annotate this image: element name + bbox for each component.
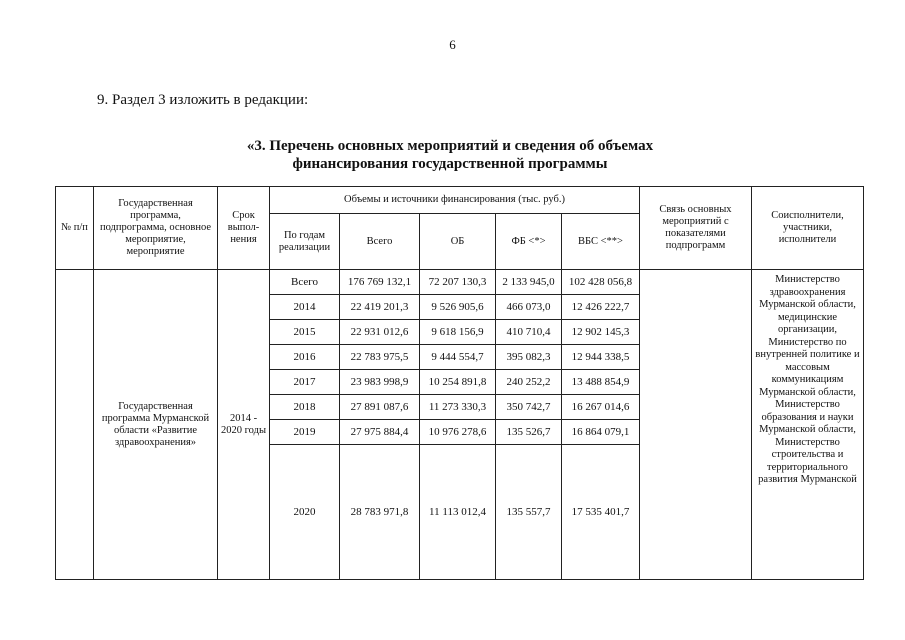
total-cell: 22 783 975,5 (340, 345, 420, 370)
fb-cell: 2 133 945,0 (496, 270, 562, 295)
table-row (56, 270, 864, 295)
ob-cell: 10 976 278,6 (420, 420, 496, 445)
total-cell: 28 783 971,8 (340, 445, 420, 580)
header-term: Срок выпол-нения (218, 187, 270, 270)
ob-cell: 9 618 156,9 (420, 320, 496, 345)
total-cell: 22 419 201,3 (340, 295, 420, 320)
total-cell: 23 983 998,9 (340, 370, 420, 395)
vbs-cell: 12 426 222,7 (562, 295, 640, 320)
header-row-1 (56, 187, 864, 214)
header-funding: Объемы и источники финансирования (тыс. руб.) (270, 187, 640, 214)
vbs-cell: 16 864 079,1 (562, 420, 640, 445)
header-fb: ФБ <*> (496, 214, 562, 270)
total-cell: 27 975 884,4 (340, 420, 420, 445)
year-cell: 2019 (270, 420, 340, 445)
executors-cell: Министерство здравоохранения Мурманской области, медицинские организации, Министерство по внутренней политике и массовым коммуникациям Мурманской области, Министерство образования и науки Мурманской области, Министерство строительства и территориального развития Мурманской (752, 270, 864, 580)
header-num: № п/п (56, 187, 94, 270)
fb-cell: 240 252,2 (496, 370, 562, 395)
header-by-year: По годам реализации (270, 214, 340, 270)
year-cell: 2018 (270, 395, 340, 420)
year-cell: 2017 (270, 370, 340, 395)
total-cell: 176 769 132,1 (340, 270, 420, 295)
intro-text: 9. Раздел 3 изложить в редакции: (97, 92, 309, 108)
vbs-cell: 16 267 014,6 (562, 395, 640, 420)
ob-cell: 9 526 905,6 (420, 295, 496, 320)
ob-cell: 9 444 554,7 (420, 345, 496, 370)
vbs-cell: 102 428 056,8 (562, 270, 640, 295)
program-name-cell: Государственная программа Мурманской области «Развитие здравоохранения» (94, 270, 218, 580)
total-cell: 22 931 012,6 (340, 320, 420, 345)
link-cell (640, 270, 752, 580)
year-cell: 2016 (270, 345, 340, 370)
fb-cell: 135 557,7 (496, 445, 562, 580)
vbs-cell: 12 902 145,3 (562, 320, 640, 345)
fb-cell: 410 710,4 (496, 320, 562, 345)
fb-cell: 135 526,7 (496, 420, 562, 445)
ob-cell: 11 273 330,3 (420, 395, 496, 420)
vbs-cell: 13 488 854,9 (562, 370, 640, 395)
fb-cell: 395 082,3 (496, 345, 562, 370)
vbs-cell: 17 535 401,7 (562, 445, 640, 580)
ob-cell: 72 207 130,3 (420, 270, 496, 295)
fb-cell: 466 073,0 (496, 295, 562, 320)
section-title-line-1: «3. Перечень основных мероприятий и сведения об объемах (246, 138, 654, 154)
year-cell: 2015 (270, 320, 340, 345)
section-title-line-2: финансирования государственной программы (292, 156, 608, 172)
row-num-cell (56, 270, 94, 580)
year-cell: Всего (270, 270, 340, 295)
header-link: Связь основных мероприятий с показателями подпрограмм (640, 187, 752, 270)
year-cell: 2014 (270, 295, 340, 320)
ob-cell: 11 113 012,4 (420, 445, 496, 580)
header-vbs: ВБС <**> (562, 214, 640, 270)
header-total: Всего (340, 214, 420, 270)
page-number: 6 (449, 37, 456, 52)
funding-table (55, 186, 864, 580)
fb-cell: 350 742,7 (496, 395, 562, 420)
header-executors: Соисполнители, участники, исполнители (752, 187, 864, 270)
header-ob: ОБ (420, 214, 496, 270)
vbs-cell: 12 944 338,5 (562, 345, 640, 370)
section-title (150, 137, 750, 173)
header-program: Государственная программа, подпрограмма, основное мероприятие, мероприятие (94, 187, 218, 270)
year-cell: 2020 (270, 445, 340, 580)
term-cell: 2014 - 2020 годы (218, 270, 270, 580)
ob-cell: 10 254 891,8 (420, 370, 496, 395)
total-cell: 27 891 087,6 (340, 395, 420, 420)
